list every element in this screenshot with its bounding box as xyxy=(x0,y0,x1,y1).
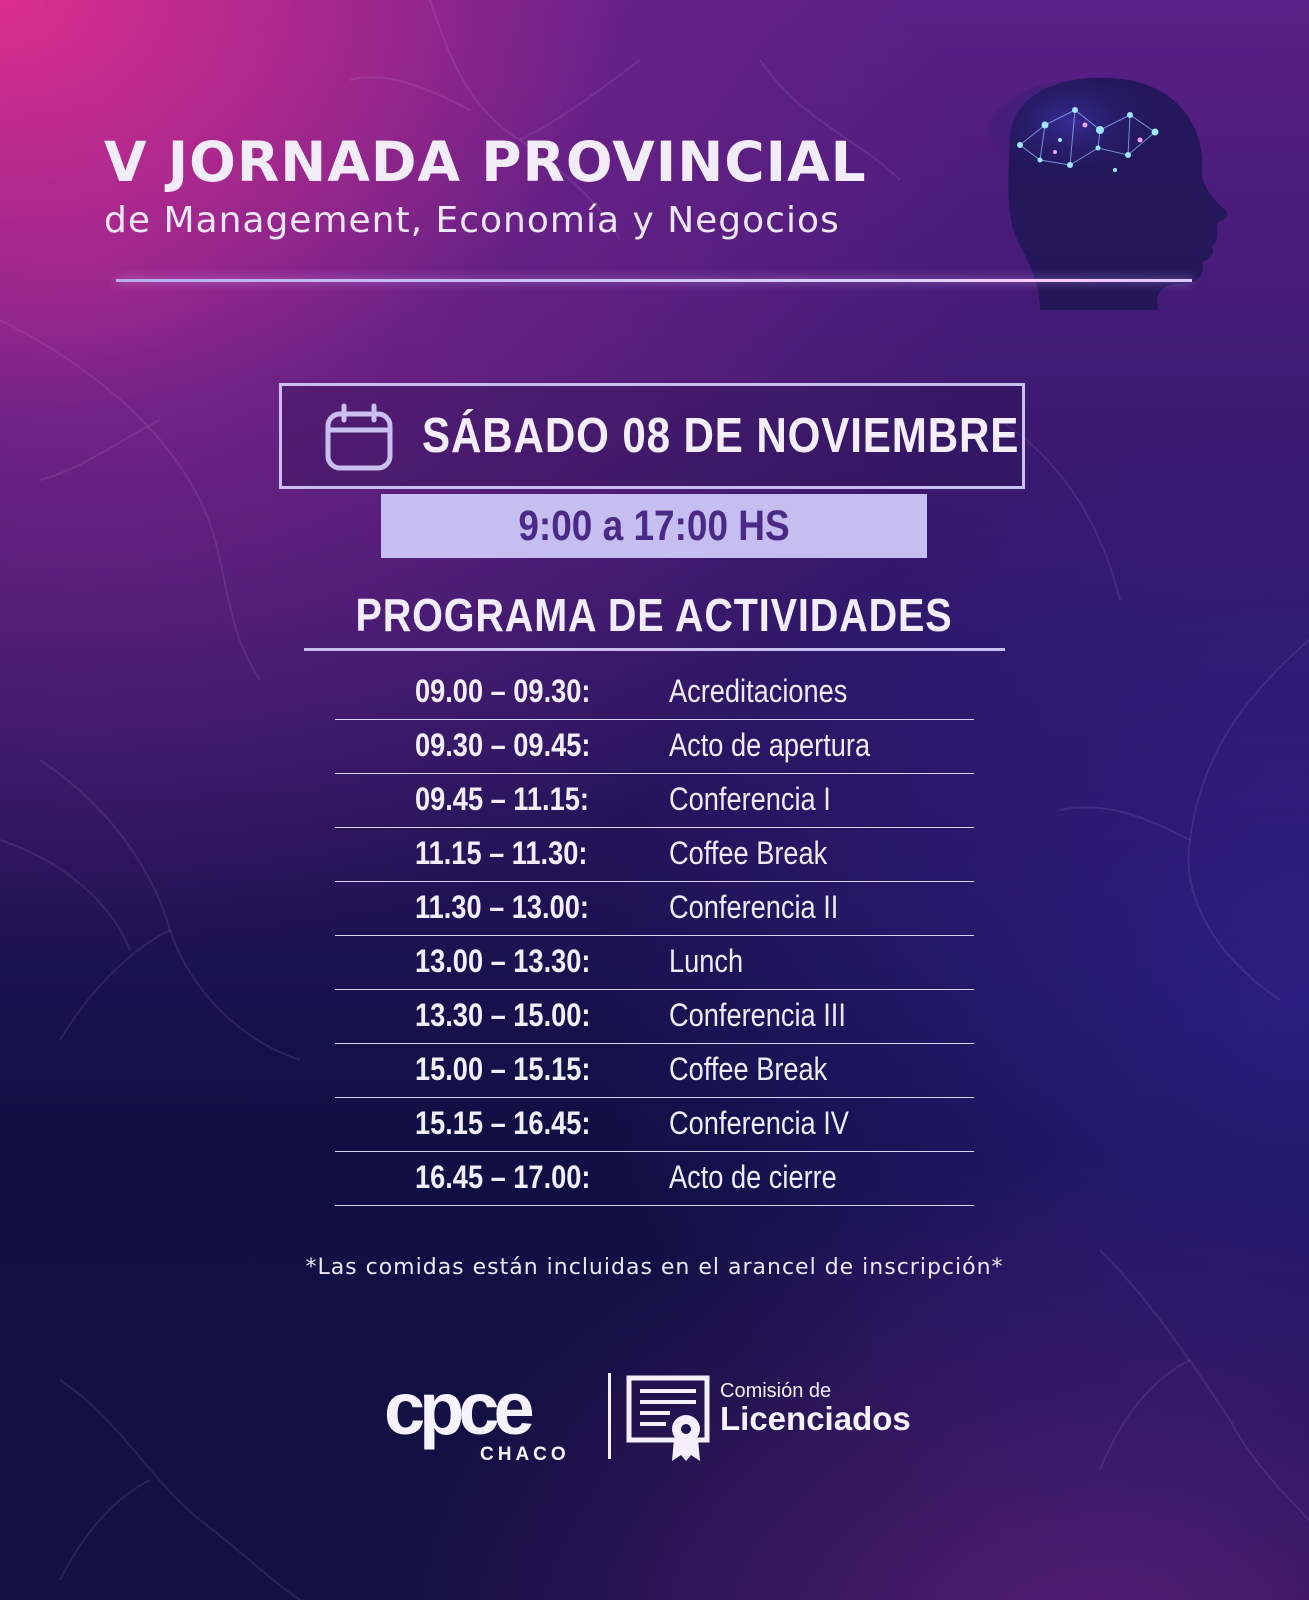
head-silhouette-icon xyxy=(980,70,1250,310)
schedule-list xyxy=(335,666,974,1206)
schedule-time: 11.15 – 11.30: xyxy=(415,835,588,871)
calendar-icon xyxy=(324,402,394,472)
schedule-row xyxy=(335,990,974,1044)
schedule-activity: Acreditaciones xyxy=(669,673,848,709)
schedule-time: 15.00 – 15.15: xyxy=(415,1051,591,1087)
schedule-row xyxy=(335,828,974,882)
sponsor-logos xyxy=(384,1370,944,1470)
schedule-row xyxy=(335,1152,974,1206)
event-subtitle: de Management, Economía y Negocios xyxy=(104,200,840,241)
program-title: PROGRAMA DE ACTIVIDADES xyxy=(355,589,953,641)
schedule-activity: Conferencia IV xyxy=(669,1105,849,1141)
program-divider xyxy=(304,648,1005,651)
cpce-logo-text: cpce xyxy=(384,1374,529,1450)
meals-note: *Las comidas están incluidas en el arancel de inscripción* xyxy=(305,1255,1004,1280)
schedule-activity: Coffee Break xyxy=(669,835,828,871)
cpce-chaco-logo xyxy=(384,1374,594,1466)
schedule-time: 13.30 – 15.00: xyxy=(415,997,591,1033)
schedule-time: 13.00 – 13.30: xyxy=(415,943,591,979)
event-hours: 9:00 a 17:00 HS xyxy=(518,502,790,550)
schedule-activity: Conferencia I xyxy=(669,781,831,817)
schedule-activity: Acto de apertura xyxy=(669,727,871,763)
commission-label-big: Licenciados xyxy=(720,1400,911,1437)
schedule-row xyxy=(335,936,974,990)
schedule-row xyxy=(335,882,974,936)
schedule-time: 16.45 – 17.00: xyxy=(415,1159,591,1195)
schedule-row xyxy=(335,774,974,828)
schedule-time: 11.30 – 13.00: xyxy=(415,889,589,925)
schedule-time: 09.45 – 11.15: xyxy=(415,781,589,817)
commission-label-small: Comisión de xyxy=(720,1380,832,1402)
cpce-logo-subtext: CHACO xyxy=(480,1444,570,1465)
header-divider xyxy=(116,279,1192,282)
logo-divider xyxy=(608,1373,611,1459)
schedule-activity: Conferencia III xyxy=(669,997,846,1033)
schedule-activity: Coffee Break xyxy=(669,1051,828,1087)
schedule-row xyxy=(335,1044,974,1098)
date-banner xyxy=(279,383,1025,489)
schedule-row xyxy=(335,1098,974,1152)
schedule-activity: Acto de cierre xyxy=(669,1159,837,1195)
hours-banner xyxy=(381,494,927,558)
event-date: SÁBADO 08 DE NOVIEMBRE xyxy=(422,409,1020,463)
schedule-row xyxy=(335,666,974,720)
schedule-time: 09.30 – 09.45: xyxy=(415,727,591,763)
schedule-time: 09.00 – 09.30: xyxy=(415,673,591,709)
schedule-time: 15.15 – 16.45: xyxy=(415,1105,591,1141)
event-title: V JORNADA PROVINCIAL xyxy=(104,130,867,194)
schedule-activity: Conferencia II xyxy=(669,889,839,925)
schedule-activity: Lunch xyxy=(669,943,744,979)
schedule-row xyxy=(335,720,974,774)
certificate-icon xyxy=(626,1375,712,1463)
